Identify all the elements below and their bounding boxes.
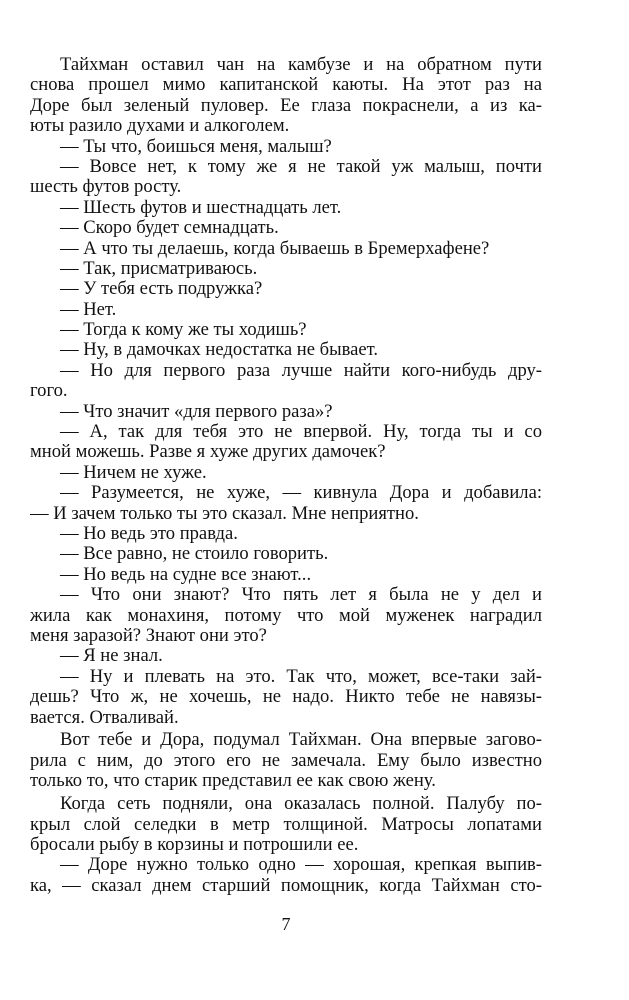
- text-line: Когда сеть подняли, она оказалась полной. Палубу по-: [60, 794, 542, 815]
- text-line: жила как монахиня, потому что мой муженек наградил: [30, 605, 542, 626]
- text-line: ка, — сказал днем старший помощник, когда Тайхман сто-: [30, 875, 542, 896]
- text-line: Вот тебе и Дора, подумал Тайхман. Она впервые загово-: [60, 730, 542, 751]
- text-line: — Тогда к кому же ты ходишь?: [60, 320, 307, 341]
- text-line: — Но для первого раза лучше найти кого-нибудь дру-: [60, 360, 542, 381]
- text-line: Тайхман оставил чан на камбузе и на обратном пути: [60, 55, 542, 75]
- text-line: — Ты что, боишься меня, малыш?: [60, 136, 332, 157]
- text-line: — Ну и плевать на это. Так что, может, все-таки зай-: [60, 666, 542, 687]
- text-line: гого.: [30, 381, 68, 402]
- text-line: — Вовсе нет, к тому же я не такой уж малыш, почти: [60, 156, 542, 177]
- text-line: — Все равно, не стоило говорить.: [60, 544, 329, 565]
- text-line: — И зачем только ты это сказал. Мне неприятно.: [30, 503, 419, 524]
- text-line: снова прошел мимо капитанской каюты. На этот раз на: [30, 75, 542, 96]
- text-line: крыл слой селедки в метр толщиной. Матросы лопатами: [30, 814, 542, 835]
- text-line: — Разумеется, не хуже, — кивнула Дора и добавила:: [60, 483, 542, 504]
- text-line: — Что значит «для первого раза»?: [60, 401, 333, 422]
- text-line: — А, так для тебя это не впервой. Ну, тогда ты и со: [60, 422, 542, 443]
- text-line: вается. Отваливай.: [30, 707, 179, 728]
- text-line: — Ну, в дамочках недостатка не бывает.: [60, 340, 378, 361]
- text-line: только то, что старик представил ее как свою жену.: [30, 771, 436, 792]
- text-line: — Скоро будет семнадцать.: [60, 218, 279, 239]
- text-line: юты разило духами и алкоголем.: [30, 116, 290, 137]
- text-line: — Так, присматриваюсь.: [60, 258, 258, 279]
- text-line: — Но ведь на судне все знают...: [60, 564, 312, 585]
- text-line: дешь? Что ж, не хочешь, не надо. Никто тебе не навязы-: [30, 687, 542, 708]
- text-line: шесть футов росту.: [30, 177, 182, 198]
- text-line: рила с ним, до этого его не замечала. Ему было известно: [30, 750, 542, 771]
- text-line: — Я не знал.: [60, 646, 163, 667]
- page-number: 7: [281, 914, 291, 934]
- text-line: мной можешь. Разве я хуже других дамочек?: [30, 442, 386, 463]
- text-line: — Доре нужно только одно — хорошая, крепкая выпив-: [60, 855, 542, 876]
- text-line: Доре был зеленый пуловер. Ее глаза покраснели, а из ка-: [30, 95, 542, 116]
- text-line: — У тебя есть подружка?: [60, 279, 263, 300]
- text-line: — А что ты делаешь, когда бываешь в Бремерхафене?: [60, 238, 490, 259]
- text-line: — Что они знают? Что пять лет я была не у дел и: [60, 585, 542, 606]
- text-line: — Шесть футов и шестнадцать лет.: [60, 197, 342, 218]
- text-line: — Ничем не хуже.: [60, 462, 207, 483]
- text-line: бросали рыбу в корзины и потрошили ее.: [30, 835, 359, 856]
- text-line: — Нет.: [60, 299, 117, 320]
- text-line: — Но ведь это правда.: [60, 523, 238, 544]
- page-text: [30, 55, 542, 896]
- text-line: меня заразой? Знают они это?: [30, 625, 267, 646]
